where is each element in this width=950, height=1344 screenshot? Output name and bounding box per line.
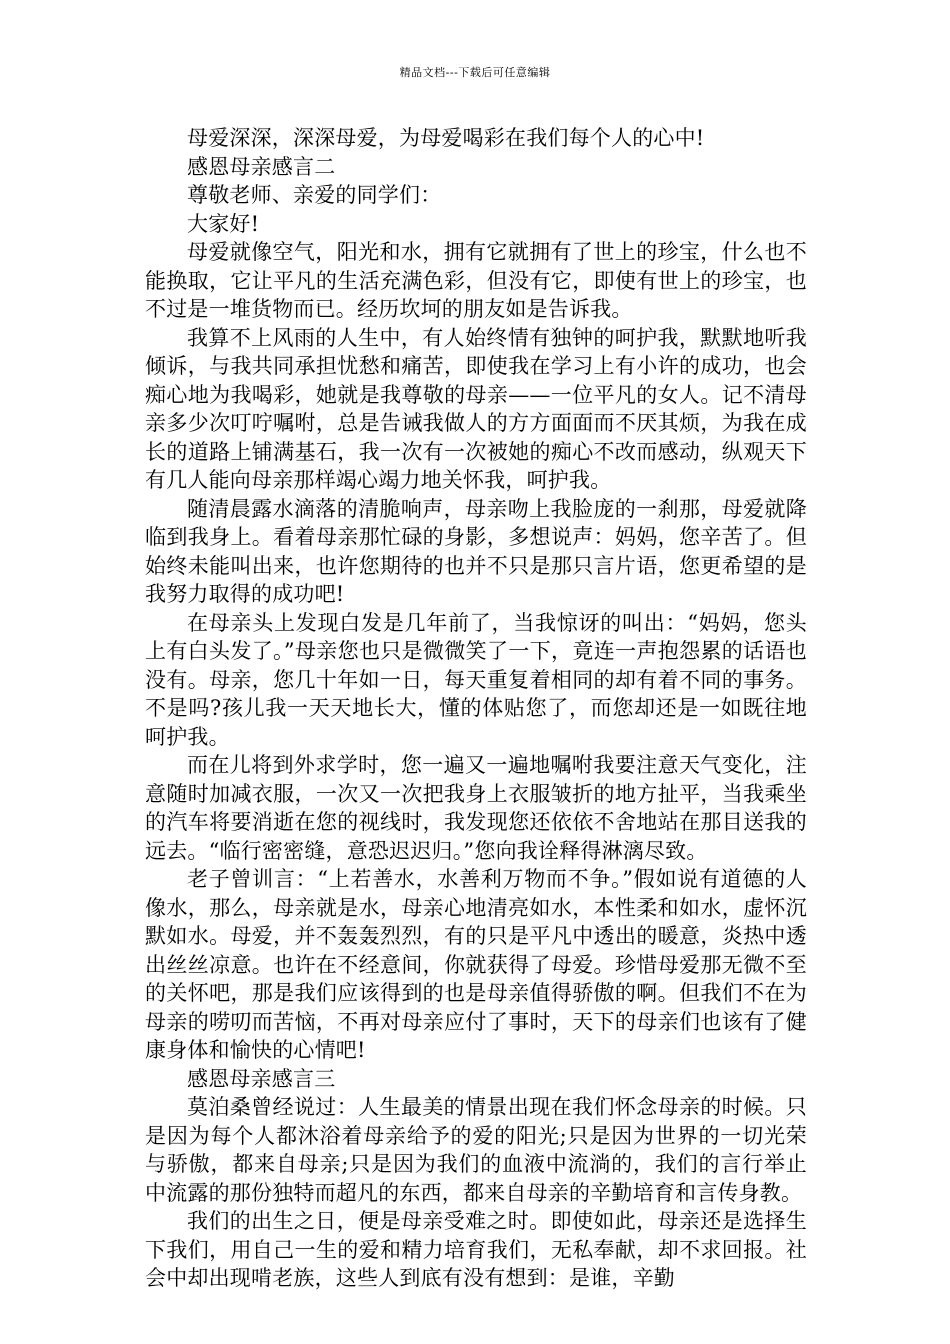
paragraph: 母爱深深，深深母爱，为母爱喝彩在我们每个人的心中!: [187, 126, 705, 150]
paragraph: 在母亲头上发现白发是几年前了，当我惊讶的叫出：“妈妈，您头上有白头发了。”母亲您也只是微微笑了一下，竟连一声抱怨累的话语也没有。母亲，您几十年如一日，每天重复着相同的却有着不同的事务。不是吗?孩儿我一天天地长大，懂的体贴您了，而您却还是一如既往地呵护我。: [145, 610, 807, 749]
paragraph: 随清晨露水滴落的清脆响声，母亲吻上我脸庞的一刹那，母爱就降临到我身上。看着母亲那忙碌的身影，多想说声：妈妈，您辛苦了。但始终未能叫出来，也许您期待的也并不只是那只言片语，您更希望的是我努力取得的成功吧!: [145, 496, 807, 606]
page-header: 精品文档---下载后可任意编辑: [399, 66, 551, 79]
section-heading: 感恩母亲感言二: [187, 154, 336, 179]
paragraph: 老子曾训言：“上若善水，水善利万物而不争。”假如说有道德的人像水，那么，母亲就是水，母亲心地清亮如水，本性柔和如水，虚怀沉默如水。母爱，并不轰轰烈烈，有的只是平凡中透出的暖意，炎热中透出丝丝凉意。也许在不经意间，你就获得了母爱。珍惜母爱那无微不至的关怀吧，那是我们应该得到的也是母亲值得骄傲的啊。但我们不在为母亲的唠叨而苦恼，不再对母亲应付了事时，天下的母亲们也该有了健康身体和愉快的心情吧!: [145, 867, 807, 1062]
paragraph: 我算不上风雨的人生中，有人始终情有独钟的呵护我，默默地听我倾诉，与我共同承担忧愁和痛苦，即使我在学习上有小许的成功，也会痴心地为我喝彩，她就是我尊敬的母亲——一位平凡的女人。记不清母亲多少次叮咛嘱咐，总是告诫我做人的方方面面而不厌其烦，为我在成长的道路上铺满基石，我一次有一次被她的痴心不改而感动，纵观天下有几人能向母亲那样竭心竭力地关怀我，呵护我。: [145, 325, 807, 492]
paragraph: 而在儿将到外求学时，您一遍又一遍地嘱咐我要注意天气变化，注意随时加减衣服，一次又一次把我身上衣服皱折的地方扯平，当我乘坐的汽车将要消逝在您的视线时，我发现您还依依不舍地站在那目送我的远去。“临行密密缝，意恐迟迟归。”您向我诠释得淋漓尽致。: [145, 753, 807, 863]
greeting: 大家好!: [187, 211, 260, 236]
paragraph: 母爱就像空气，阳光和水，拥有它就拥有了世上的珍宝，什么也不能换取，它让平凡的生活充满色彩，但没有它，即使有世上的珍宝，也不过是一堆货物而已。经历坎坷的朋友如是告诉我。: [145, 240, 807, 321]
section-heading: 感恩母亲感言三: [187, 1066, 336, 1091]
salutation: 尊敬老师、亲爱的同学们：: [187, 183, 442, 207]
paragraph: 莫泊桑曾经说过：人生最美的情景出现在我们怀念母亲的时候。只是因为每个人都沐浴着母亲给予的爱的阳光;只是因为世界的一切光荣与骄傲，都来自母亲;只是因为我们的血液中流淌的，我们的言行举止中流露的那份独特而超凡的东西，都来自母亲的辛勤培育和言传身教。: [145, 1095, 807, 1205]
document-body: [145, 124, 807, 1293]
paragraph: 我们的出生之日，便是母亲受难之时。即使如此，母亲还是选择生下我们，用自己一生的爱和精力培育我们，无私奉献，却不求回报。社会中却出现啃老族，这些人到底有没有想到：是谁，辛勤: [145, 1209, 807, 1290]
